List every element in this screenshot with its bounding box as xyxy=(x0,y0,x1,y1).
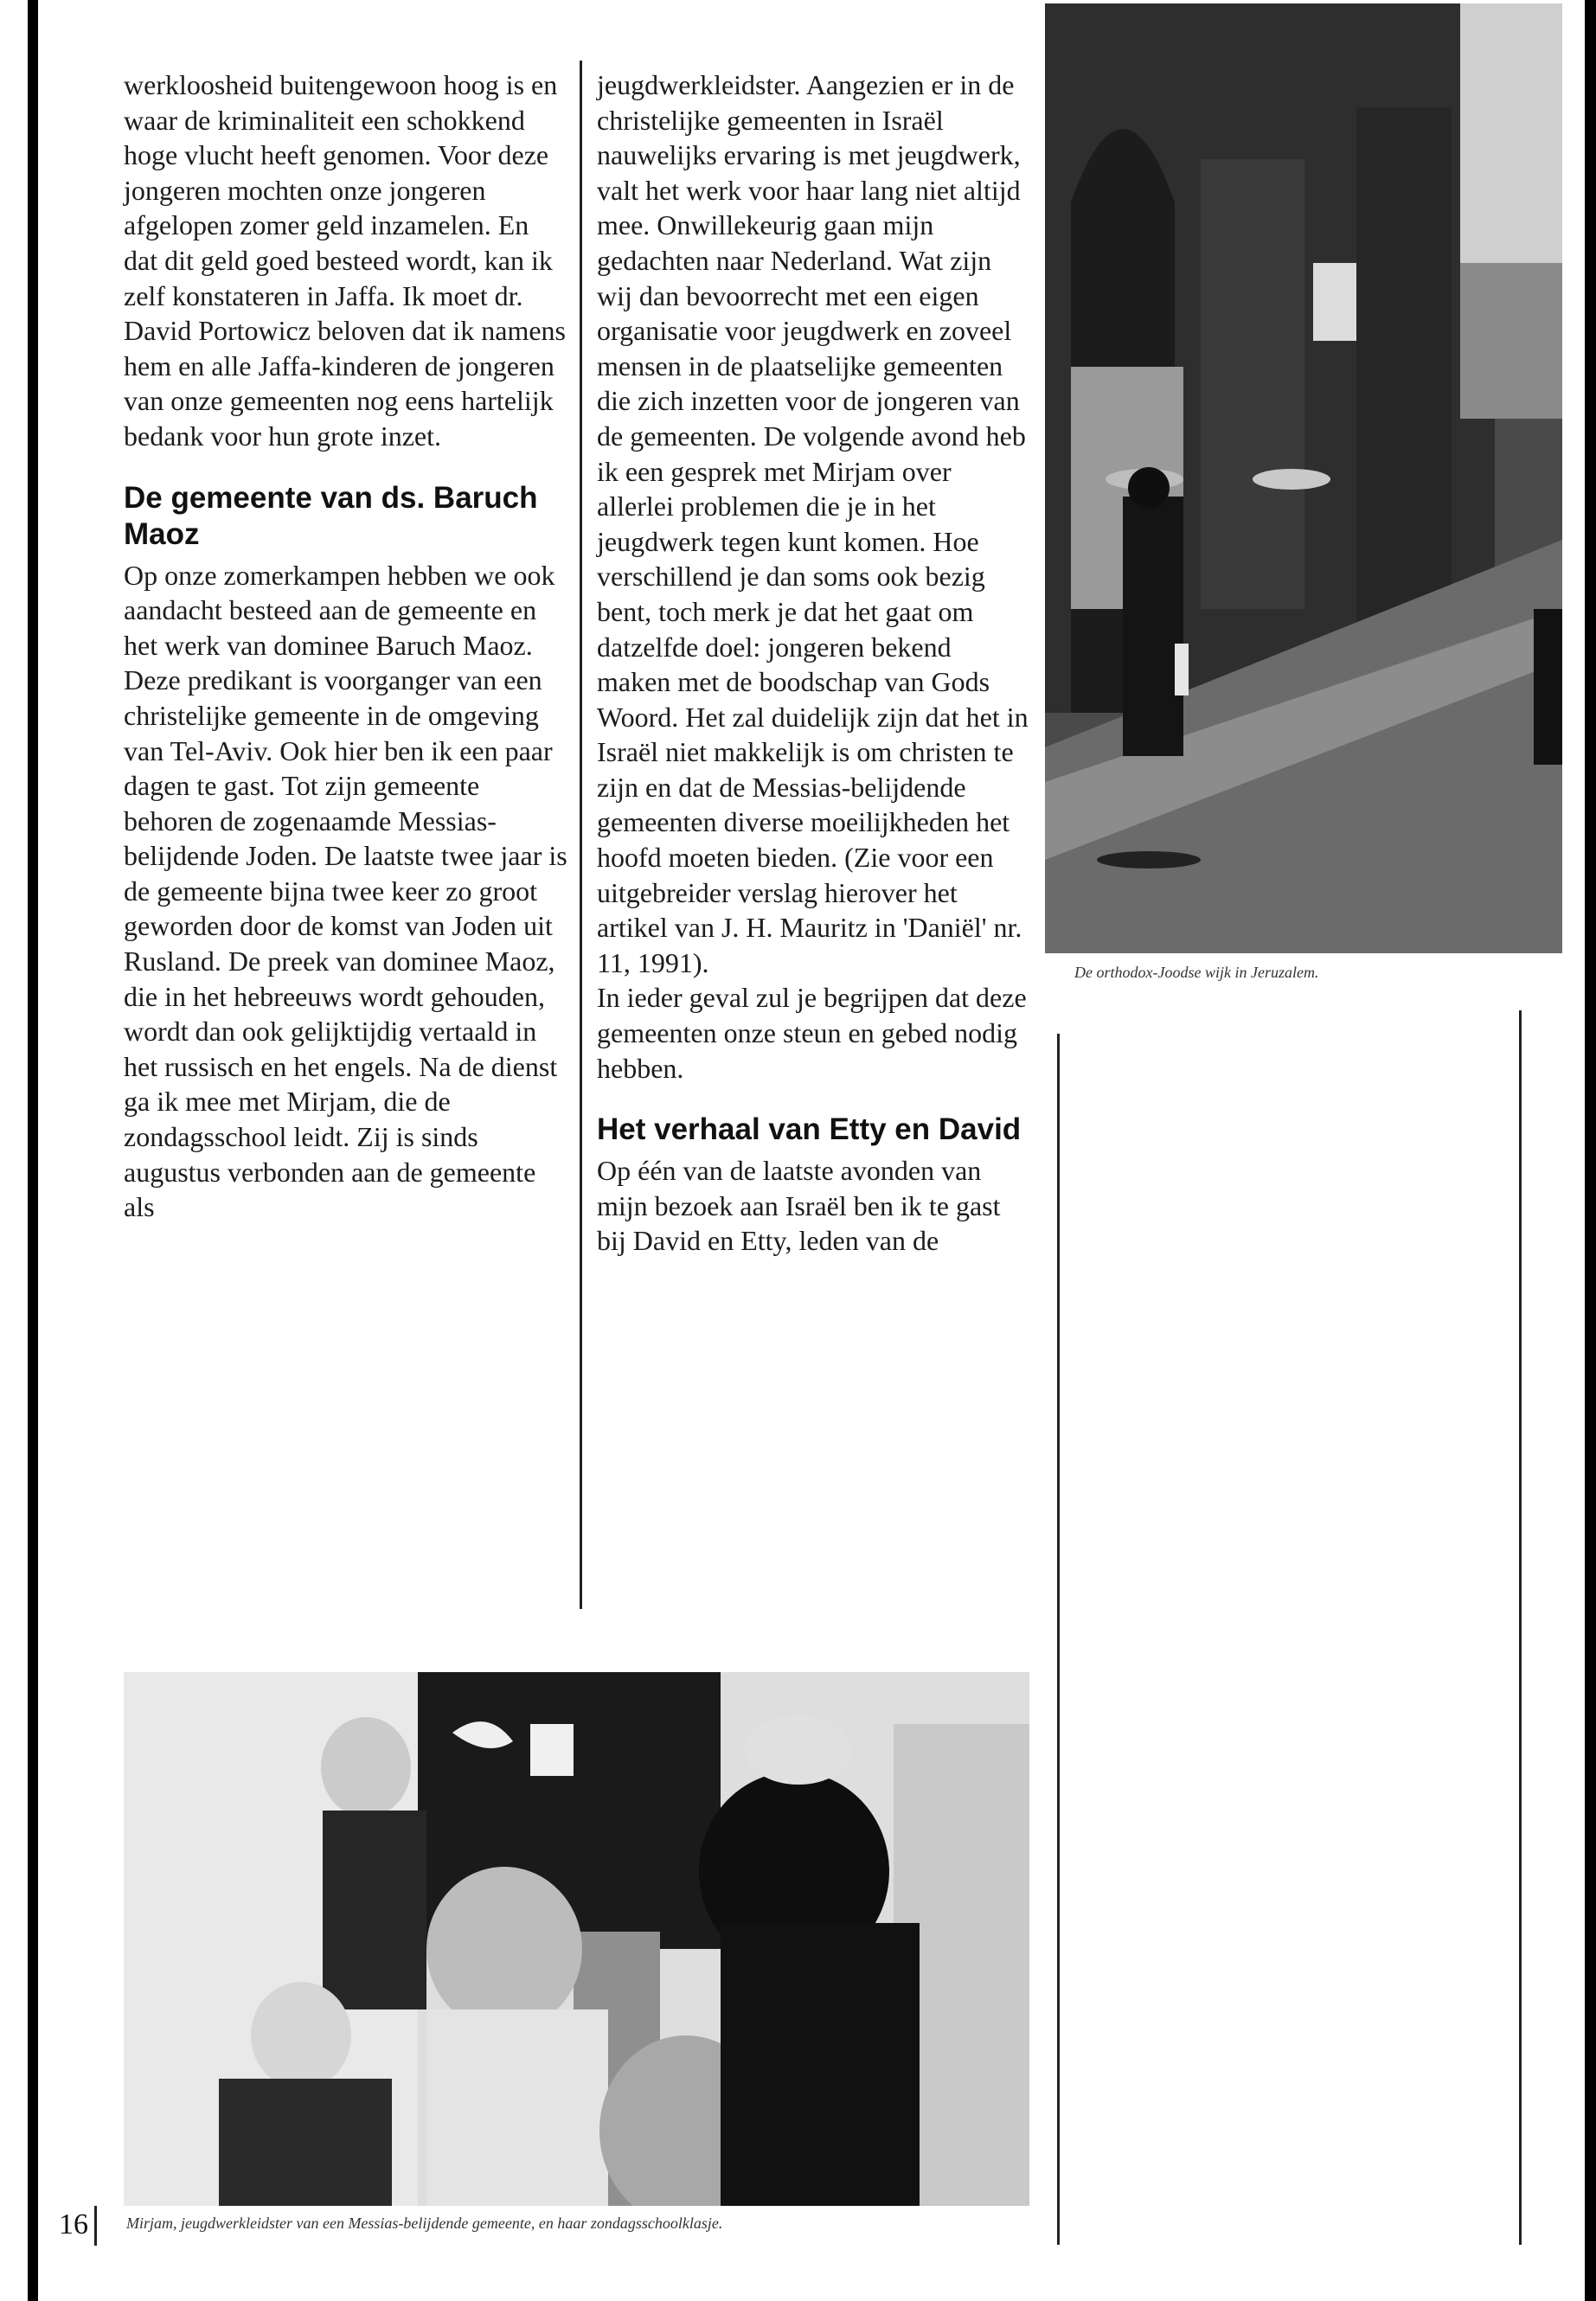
column-divider-3 xyxy=(1519,1010,1522,2245)
page-number-divider xyxy=(94,2206,97,2246)
text-column-2 xyxy=(597,67,1029,1259)
caption-top-photo: De orthodox-Joodse wijk in Jeruzalem. xyxy=(1074,964,1319,981)
photo-sunday-school xyxy=(124,1672,1029,2206)
page-number: 16 xyxy=(59,2208,88,2240)
col2-paragraph-2: In ieder geval zul je begrijpen dat deze gemeenten onze steun en gebed nodig hebben. xyxy=(597,982,1027,1084)
heading-gemeente-maoz: De gemeente van ds. Baruch Maoz xyxy=(124,480,538,551)
col1-paragraph-1: werkloosheid buitengewoon hoog is en waar de kriminaliteit een schokkend hoge vlucht heeft genomen. Voor deze jongeren mochten onze jongeren afgelopen zomer geld inzamelen. En dat dit geld goed besteed wordt, kan ik zelf konstateren in Jaffa. Ik moet dr. David Portowicz beloven dat ik namens hem en alle Jaffa-kinderen de jongeren van onze gemeenten nog eens hartelijk bedank voor hun grote inzet. xyxy=(124,69,566,452)
caption-bottom-photo: Mirjam, jeugdwerkleidster van een Messias-belijdende gemeente, en haar zondagsschoolklasje. xyxy=(126,2214,723,2232)
column-divider-1 xyxy=(580,61,582,1609)
photo-jerusalem-street xyxy=(1045,3,1562,953)
text-column-1 xyxy=(124,67,569,1225)
col2-paragraph-3: Op één van de laatste avonden van mijn bezoek aan Israël ben ik te gast bij David en Etty, leden van de xyxy=(597,1155,1001,1257)
page-right-edge-bar xyxy=(1585,0,1596,2301)
col2-paragraph-1: jeugdwerkleidster. Aangezien er in de christelijke gemeenten in Israël nauwelijks ervaring is met jeugdwerk, valt het werk voor haar lang niet altijd mee. Onwillekeurig gaan mijn gedachten naar Nederland. Wat zijn wij dan bevoorrecht met een eigen organisatie voor jeugdwerk en zoveel mensen in de plaatselijke gemeenten die zich inzetten voor de jongeren van de gemeenten. De volgende avond heb ik een gesprek met Mirjam over allerlei problemen die je in het jeugdwerk tegen kunt komen. Hoe verschillend je dan soms ook bezig bent, toch merk je dat het gaat om datzelfde doel: jongeren bekend maken met de boodschap van Gods Woord. Het zal duidelijk zijn dat het in Israël niet makkelijk is om christen te zijn en dat de Messias-belijdende gemeenten diverse moeilijkheden het hoofd moeten bieden. (Zie voor een uitgebreider verslag hierover het artikel van J. H. Mauritz in 'Daniël' nr. 11, 1991). xyxy=(597,69,1029,978)
col1-paragraph-2: Op onze zomerkampen hebben we ook aandacht besteed aan de gemeente en het werk van dominee Baruch Maoz. Deze predikant is voorganger van een christelijke gemeente in de omgeving van Tel-Aviv. Ook hier ben ik een paar dagen te gast. Tot zijn gemeente behoren de zogenaamde Messias-belijdende Joden. De laatste twee jaar is de gemeente bijna twee keer zo groot geworden door de komst van Joden uit Rusland. De preek van dominee Maoz, die in het hebreeuws wordt gehouden, wordt dan ook gelijktijdig vertaald in het russisch en het engels. Na de dienst ga ik mee met Mirjam, die de zondagsschool leidt. Zij is sinds augustus verbonden aan de gemeente als xyxy=(124,559,567,1223)
heading-etty-david: Het verhaal van Etty en David xyxy=(597,1112,1022,1147)
page-left-edge-bar xyxy=(28,0,38,2301)
column-divider-2 xyxy=(1057,1034,1060,2245)
